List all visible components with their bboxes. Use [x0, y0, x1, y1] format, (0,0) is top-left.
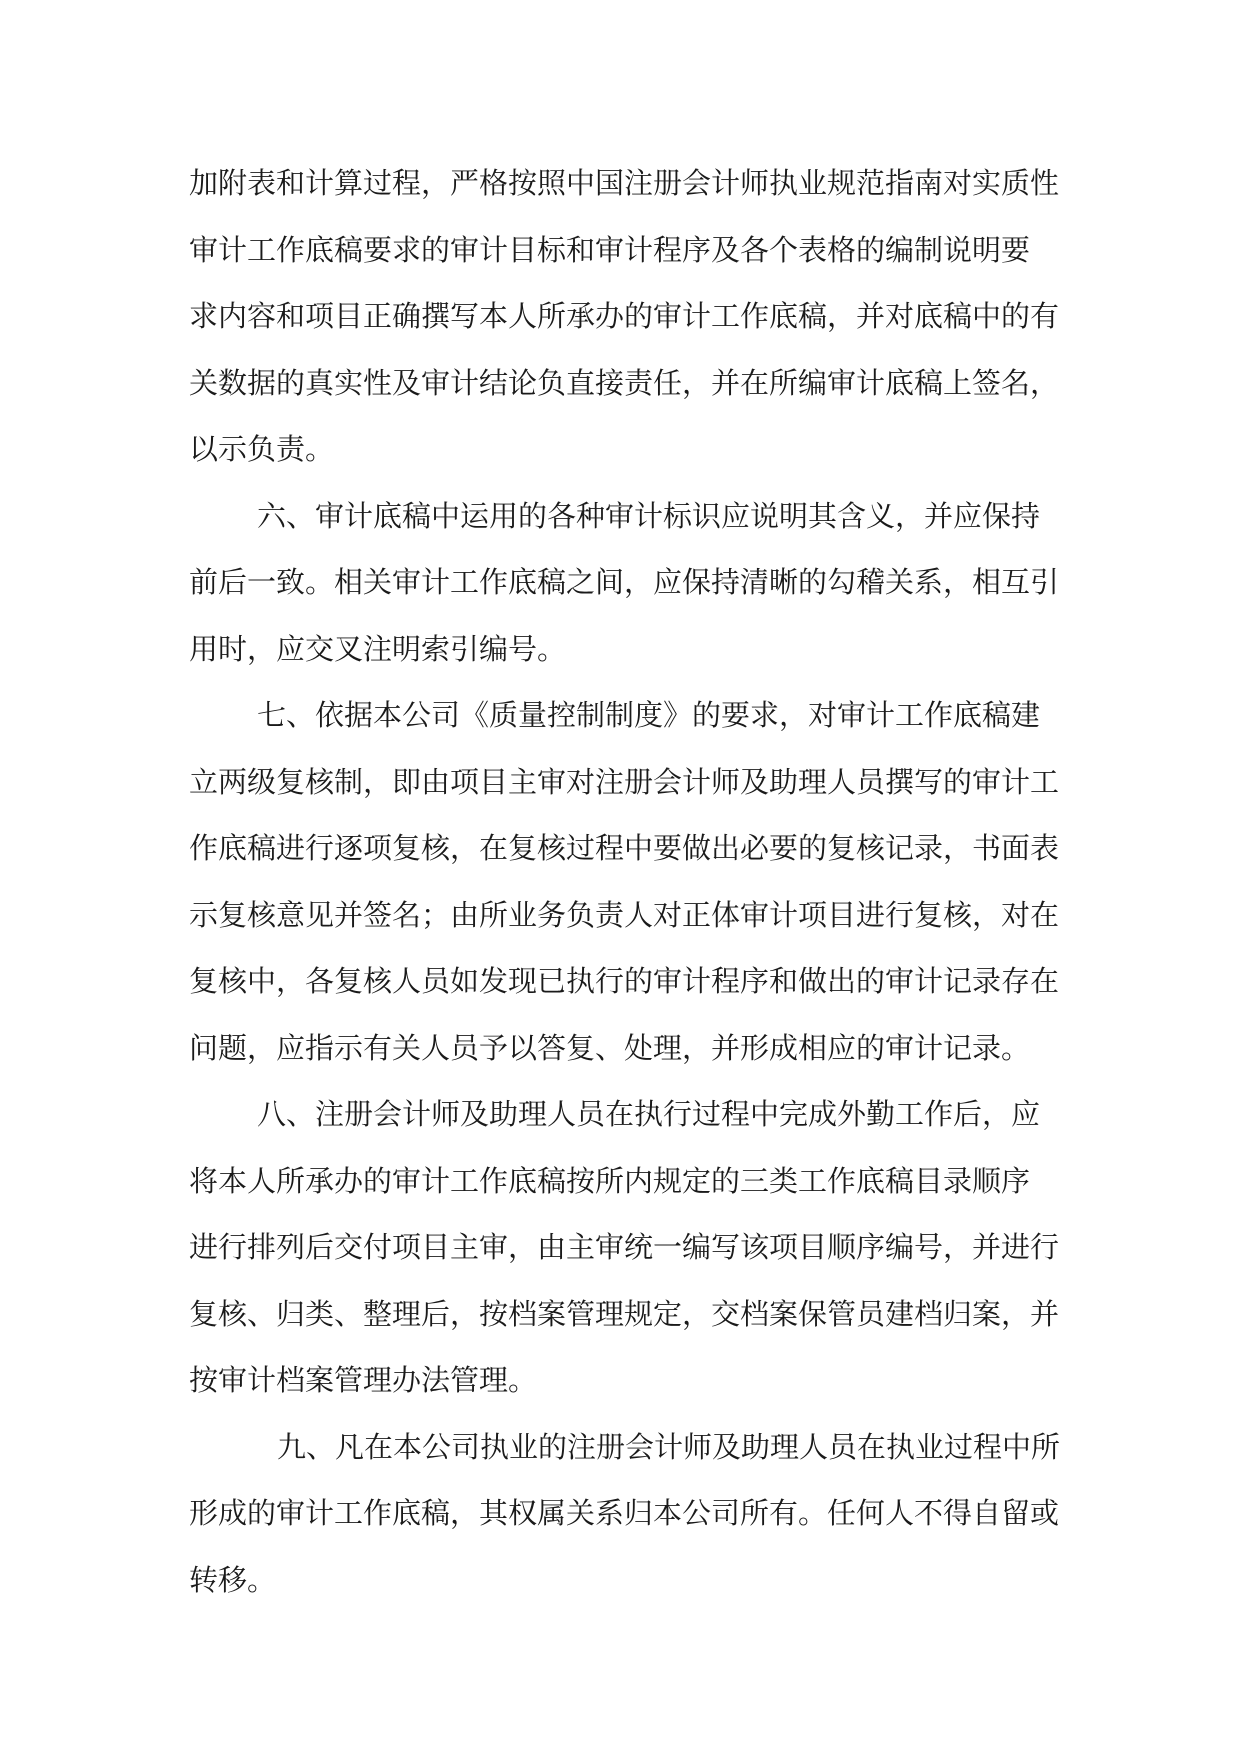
text-line: 以示负责。: [189, 432, 335, 466]
text-line: 转移。: [189, 1562, 277, 1597]
text-line: 前后一致。相关审计工作底稿之间，应保持清晰的勾稽关系，相互引: [189, 565, 1060, 599]
text-line: 八、注册会计师及助理人员在执行过程中完成外勤工作后，应: [257, 1097, 1041, 1131]
paragraph-6: [189, 483, 1059, 683]
paragraph-9: [189, 1414, 1059, 1614]
text-line: 立两级复核制，即由项目主审对注册会计师及助理人员撰写的审计工: [189, 764, 1060, 799]
text-line: 六、审计底稿中运用的各种审计标识应说明其含义，并应保持: [257, 498, 1041, 533]
text-line: 将本人所承办的审计工作底稿按所内规定的三类工作底稿目录顺序: [189, 1163, 1031, 1198]
text-line: 问题，应指示有关人员予以答复、处理，并形成相应的审计记录。: [189, 1030, 1031, 1065]
text-line: 关数据的真实性及审计结论负直接责任，并在所编审计底稿上签名，: [189, 365, 1060, 400]
text-line: 作底稿进行逐项复核，在复核过程中要做出必要的复核记录，书面表: [189, 831, 1060, 865]
document-body: [189, 150, 1059, 1613]
text-line: 用时，应交叉注明索引编号。: [189, 631, 567, 666]
text-line: 求内容和项目正确撰写本人所承办的审计工作底稿，并对底稿中的有: [189, 299, 1060, 333]
paragraph-7: [189, 682, 1059, 1081]
paragraph-8: [189, 1081, 1059, 1414]
text-line: 复核中，各复核人员如发现已执行的审计程序和做出的审计记录存在: [189, 964, 1060, 998]
text-line: 九、凡在本公司执业的注册会计师及助理人员在执业过程中所: [277, 1429, 1061, 1464]
text-line: 按审计档案管理办法管理。: [189, 1363, 538, 1397]
text-line: 形成的审计工作底稿，其权属关系归本公司所有。任何人不得自留或: [189, 1496, 1060, 1530]
text-line: 进行排列后交付项目主审，由主审统一编写该项目顺序编号，并进行: [189, 1230, 1060, 1264]
text-line: 示复核意见并签名；由所业务负责人对正体审计项目进行复核，对在: [189, 897, 1060, 932]
text-line: 审计工作底稿要求的审计目标和审计程序及各个表格的编制说明要: [189, 232, 1031, 267]
paragraph-5-continued: [189, 150, 1059, 483]
text-line: 七、依据本公司《质量控制制度》的要求，对审计工作底稿建: [257, 698, 1041, 732]
text-line: 复核、归类、整理后，按档案管理规定，交档案保管员建档归案，并: [189, 1296, 1060, 1331]
text-line: 加附表和计算过程，严格按照中国注册会计师执业规范指南对实质性: [189, 166, 1060, 200]
